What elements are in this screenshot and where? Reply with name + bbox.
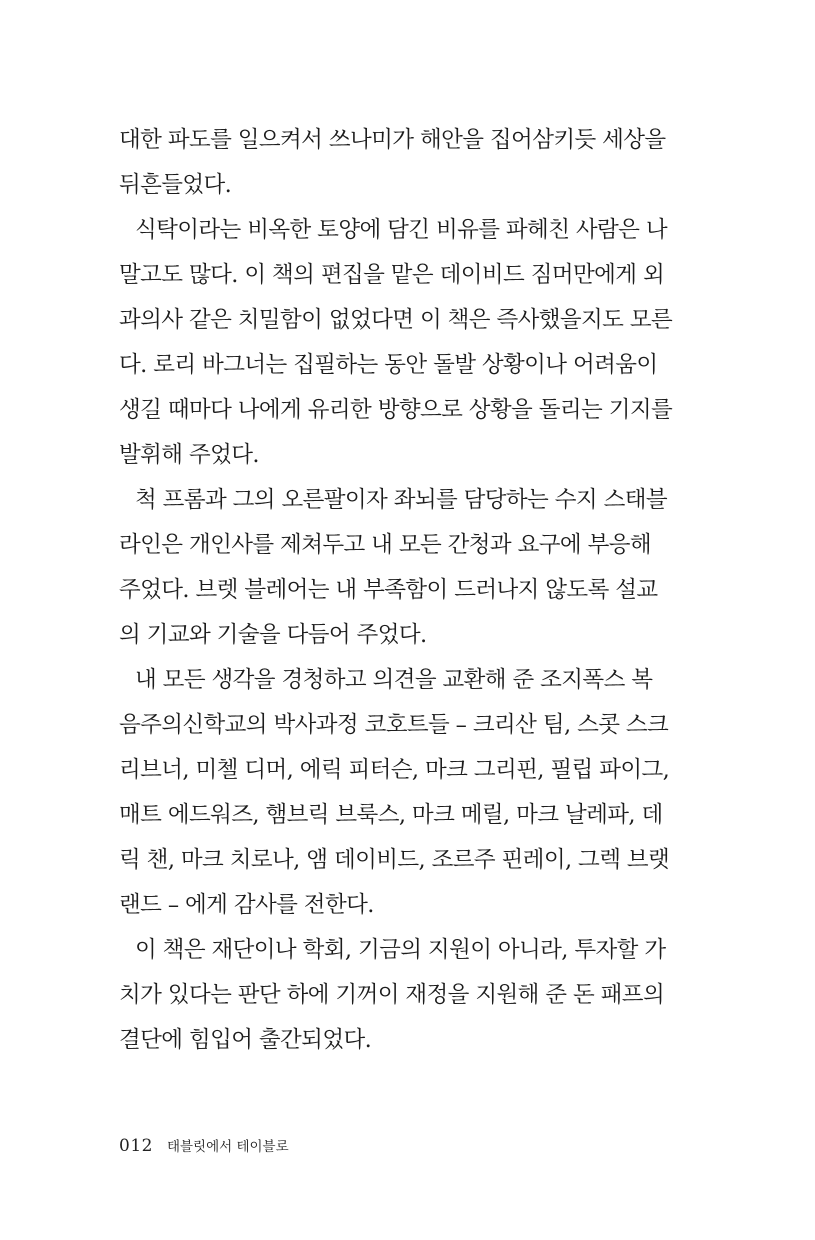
text-line: 리브너, 미첼 디머, 에릭 피터슨, 마크 그리핀, 필립 파이그, (119, 757, 670, 783)
paragraph (119, 208, 673, 478)
text-line: 주었다. 브렛 블레어는 내 부족함이 드러나지 않도록 설교 (119, 577, 658, 603)
paragraph (119, 118, 666, 208)
text-line: 식탁이라는 비옥한 토양에 담긴 비유를 파헤친 사람은 나 (135, 217, 667, 243)
text-line: 내 모든 생각을 경청하고 의견을 교환해 준 조지폭스 복 (135, 667, 653, 693)
paragraph (119, 478, 667, 658)
body-text (119, 118, 673, 1063)
page-number: 012 (119, 1136, 153, 1156)
paragraph (119, 928, 666, 1063)
text-line: 발휘해 주었다. (119, 442, 259, 468)
text-line: 음주의신학교의 박사과정 코호트들 – 크리산 팀, 스콧 스크 (119, 712, 669, 738)
text-line: 의 기교와 기술을 다듬어 주었다. (119, 622, 427, 648)
text-line: 릭 챈, 마크 치로나, 앰 데이비드, 조르주 핀레이, 그렉 브랫 (119, 847, 670, 873)
text-line: 결단에 힘입어 출간되었다. (119, 1027, 372, 1053)
text-line: 이 책은 재단이나 학회, 기금의 지원이 아니라, 투자할 가 (135, 937, 666, 963)
text-line: 랜드 – 에게 감사를 전한다. (119, 892, 374, 918)
text-line: 다. 로리 바그너는 집필하는 동안 돌발 상황이나 어려움이 (119, 352, 658, 378)
page-footer (119, 1134, 289, 1158)
paragraph (119, 658, 670, 928)
text-line: 라인은 개인사를 제쳐두고 내 모든 간청과 요구에 부응해 (119, 532, 651, 558)
text-line: 매트 에드워즈, 햄브릭 브룩스, 마크 메릴, 마크 날레파, 데 (119, 802, 663, 828)
text-line: 생길 때마다 나에게 유리한 방향으로 상황을 돌리는 기지를 (119, 397, 673, 423)
running-title: 태블릿에서 테이블로 (166, 1139, 289, 1155)
text-line: 과의사 같은 치밀함이 없었다면 이 책은 즉사했을지도 모른 (119, 307, 673, 333)
text-line: 척 프롬과 그의 오른팔이자 좌뇌를 담당하는 수지 스태블 (135, 487, 667, 513)
text-line: 치가 있다는 판단 하에 기꺼이 재정을 지원해 준 돈 패프의 (119, 982, 665, 1008)
text-line: 뒤흔들었다. (119, 172, 232, 198)
text-line: 말고도 많다. 이 책의 편집을 맡은 데이비드 짐머만에게 외 (119, 262, 665, 288)
text-line: 대한 파도를 일으켜서 쓰나미가 해안을 집어삼키듯 세상을 (119, 127, 666, 153)
